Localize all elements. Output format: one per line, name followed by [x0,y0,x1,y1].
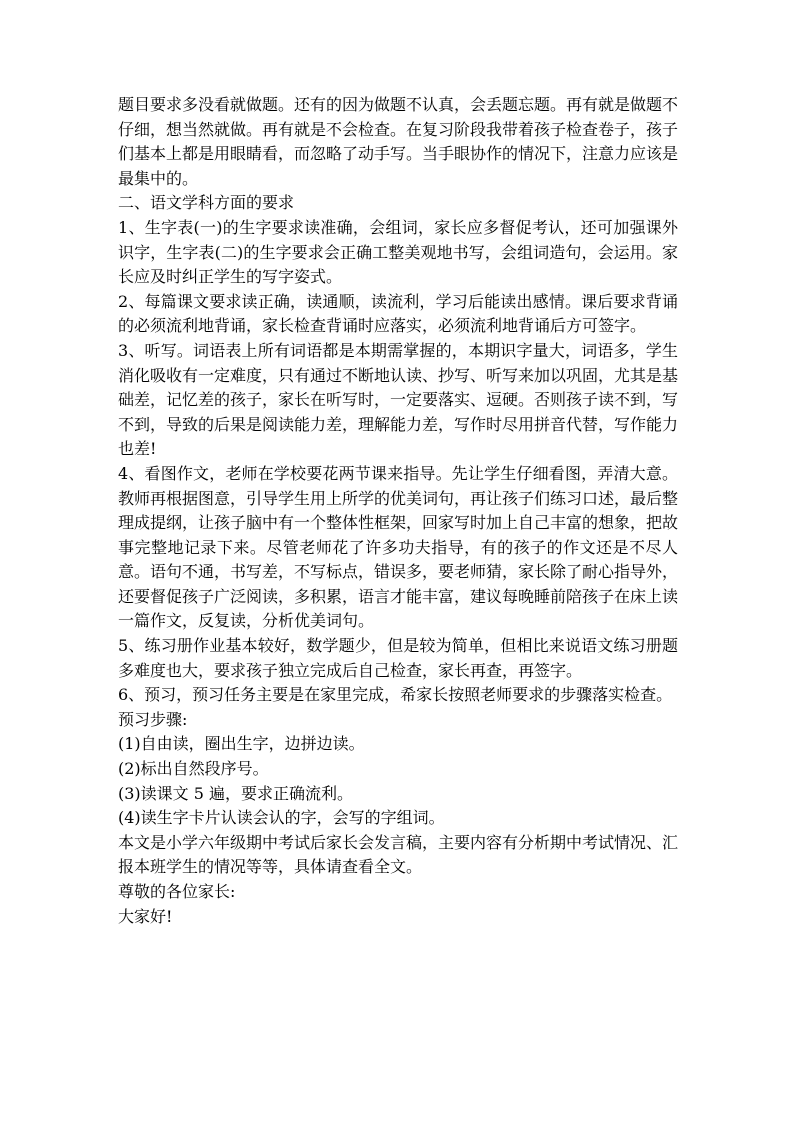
paragraph-item-2: 2、每篇课文要求读正确，读通顺，读流利，学习后能读出感情。课后要求背诵的必须流利地背诵，家长检查背诵时应落实，必须流利地背诵后方可签字。 [118,291,678,336]
paragraph-item-6: 6、预习，预习任务主要是在家里完成，希家长按照老师要求的步骤落实检查。 [118,685,673,705]
preview-step-2: (2)标出自然段序号。 [118,759,269,779]
preview-step-3: (3)读课文 5 遍，要求正确流利。 [118,783,354,803]
preview-step-4: (4)读生字卡片认读会认的字，会写的字组词。 [118,808,445,828]
paragraph-item-3: 3、听写。词语表上所有词语都是本期需掌握的，本期识字量大，词语多，学生消化吸收有一定难度，只有通过不断地认读、抄写、听写来加以巩固，尤其是基础差，记忆差的孩子，家长在听写时，一定要落实、逗硬。否则孩子读不到，写不到，导致的后果是阅读能力差，理解能力差，写作时尽用拼音代替，写作能力也差! [118,340,679,459]
section-heading-chinese-requirements: 二、语文学科方面的要求 [118,193,295,213]
preview-step-1: (1)自由读，圈出生字，边拼边读。 [118,734,365,754]
document-body [118,93,678,929]
paragraph-item-5: 5、练习册作业基本较好，数学题少，但是较为简单，但相比来说语文练习册题多难度也大，要求孩子独立完成后自己检查，家长再查，再签字。 [118,636,678,680]
paragraph-intro-continued: 题目要求多没看就做题。还有的因为做题不认真，会丢题忘题。再有就是做题不仔细，想当然就做。再有就是不会检查。在复习阶段我带着孩子检查卷子，孩子们基本上都是用眼睛看，而忽略了动手写。当手眼协作的情况下，注意力应该是最集中的。 [118,95,679,188]
salutation: 尊敬的各位家长: [118,882,236,901]
paragraph-item-4: 4、看图作文，老师在学校要花两节课来指导。先让学生仔细看图，弄清大意。教师再根据图意，引导学生用上所学的优美词句，再让孩子们练习口述，最后整理成提纲，让孩子脑中有一个整体性框架，回家写时加上自己丰富的想象，把故事完整地记录下来。尽管老师花了许多功夫指导，有的孩子的作文还是不尽人意。语句不通，书写差，不写标点，错误多，要老师猜，家长除了耐心指导外，还要督促孩子广泛阅读，多积累，语言才能丰富，建议每晚睡前陪孩子在床上读一篇作文，反复读，分析优美词句。 [118,463,679,631]
greeting: 大家好! [118,906,173,926]
paragraph-item-1: 1、生字表(一)的生字要求读准确，会组词，家长应多督促考认，还可加强课外识字，生字表(二)的生字要求会正确工整美观地书写，会组词造句，会运用。家长应及时纠正学生的写字姿式。 [118,217,678,287]
preview-steps-heading: 预习步骤: [118,709,188,729]
paragraph-summary: 本文是小学六年级期中考试后家长会发言稿，主要内容有分析期中考试情况、汇报本班学生的情况等等，具体请查看全文。 [118,832,679,877]
